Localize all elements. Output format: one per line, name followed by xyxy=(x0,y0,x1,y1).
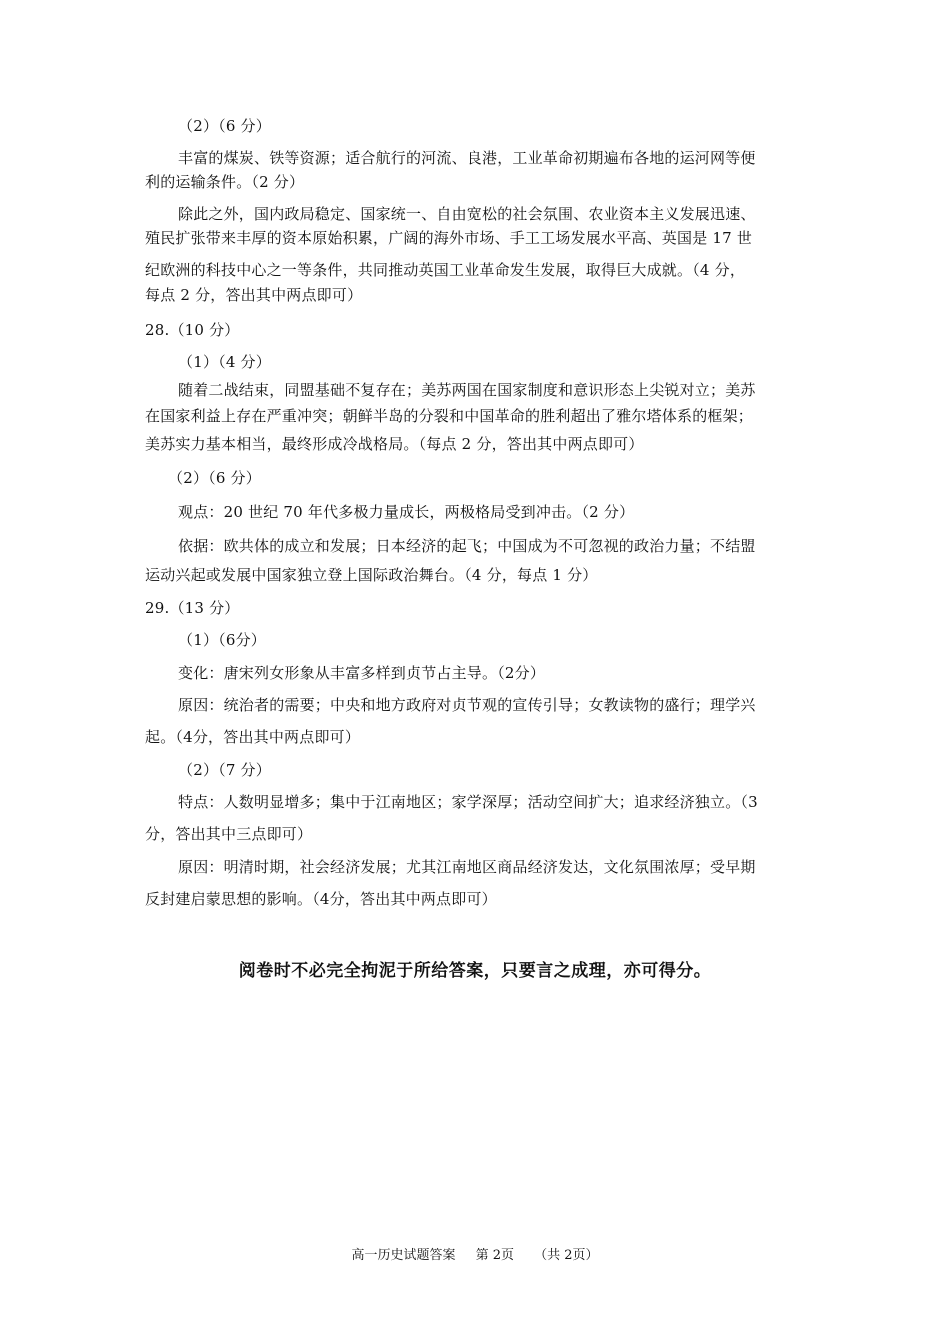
q28-viewpoint: 观点：20 世纪 70 年代多极力量成长，两极格局受到冲击。（2 分） xyxy=(178,503,635,521)
q27-other-factors-line: 纪欧洲的科技中心之一等条件，共同推动英国工业革命发生发展，取得巨大成就。（4 分， xyxy=(145,261,746,279)
q27-resources-line: 利的运输条件。（2 分） xyxy=(145,173,305,191)
q27-other-factors-line: 殖民扩张带来丰厚的资本原始积累，广阔的海外市场、手工工场发展水平高、英国是 17 世 xyxy=(145,229,753,247)
page-footer xyxy=(0,1244,950,1263)
q28-part1-heading: （1）（4 分） xyxy=(178,353,271,371)
q27-other-factors-line: 除此之外，国内政局稳定、国家统一、自由宽松的社会氛围、农业资本主义发展迅速、 xyxy=(178,205,756,223)
q29-part1-heading: （1）（6分） xyxy=(178,631,266,649)
q27-other-factors-line: 每点 2 分，答出其中两点即可） xyxy=(145,286,363,304)
q28-part1-line: 在国家利益上存在严重冲突；朝鲜半岛的分裂和中国革命的胜利超出了雅尔塔体系的框架； xyxy=(145,407,754,425)
q29-change: 变化：唐宋列女形象从丰富多样到贞节占主导。（2分） xyxy=(178,664,546,682)
q29-reason2-line: 原因：明清时期，社会经济发展；尤其江南地区商品经济发达，文化氛围浓厚；受早期 xyxy=(178,858,756,876)
q29-heading: 29.（13 分） xyxy=(145,599,240,617)
q28-part2-heading: （2）（6 分） xyxy=(168,469,261,487)
grading-note: 阅卷时不必完全拘泥于所给答案，只要言之成理，亦可得分。 xyxy=(238,961,712,981)
q29-features-line: 特点：人数明显增多；集中于江南地区；家学深厚；活动空间扩大；追求经济独立。（3 xyxy=(178,793,758,811)
q28-part1-line: 随着二战结束，同盟基础不复存在；美苏两国在国家制度和意识形态上尖锐对立；美苏 xyxy=(178,381,756,399)
q28-part1-line: 美苏实力基本相当，最终形成冷战格局。（每点 2 分，答出其中两点即可） xyxy=(145,435,644,453)
footer-total-pages: （共 2页） xyxy=(534,1248,599,1263)
q28-basis-line: 运动兴起或发展中国家独立登上国际政治舞台。（4 分，每点 1 分） xyxy=(145,566,598,584)
q27-part2-heading: （2）（6 分） xyxy=(178,117,271,135)
footer-title: 高一历史试题答案 xyxy=(351,1248,456,1263)
q28-heading: 28.（10 分） xyxy=(145,321,240,339)
q29-reason1-line: 起。（4分，答出其中两点即可） xyxy=(145,728,361,746)
q29-part2-heading: （2）（7 分） xyxy=(178,761,271,779)
q29-reason2-line: 反封建启蒙思想的影响。（4分，答出其中两点即可） xyxy=(145,890,497,908)
q27-resources-line: 丰富的煤炭、铁等资源；适合航行的河流、良港，工业革命初期遍布各地的运河网等便 xyxy=(178,149,756,167)
footer-page-number: 第 2页 xyxy=(475,1248,514,1263)
q28-basis-line: 依据：欧共体的成立和发展；日本经济的起飞；中国成为不可忽视的政治力量；不结盟 xyxy=(178,537,756,555)
q29-features-line: 分，答出其中三点即可） xyxy=(145,825,313,843)
q29-reason1-line: 原因：统治者的需要；中央和地方政府对贞节观的宣传引导；女教读物的盛行；理学兴 xyxy=(178,696,756,714)
